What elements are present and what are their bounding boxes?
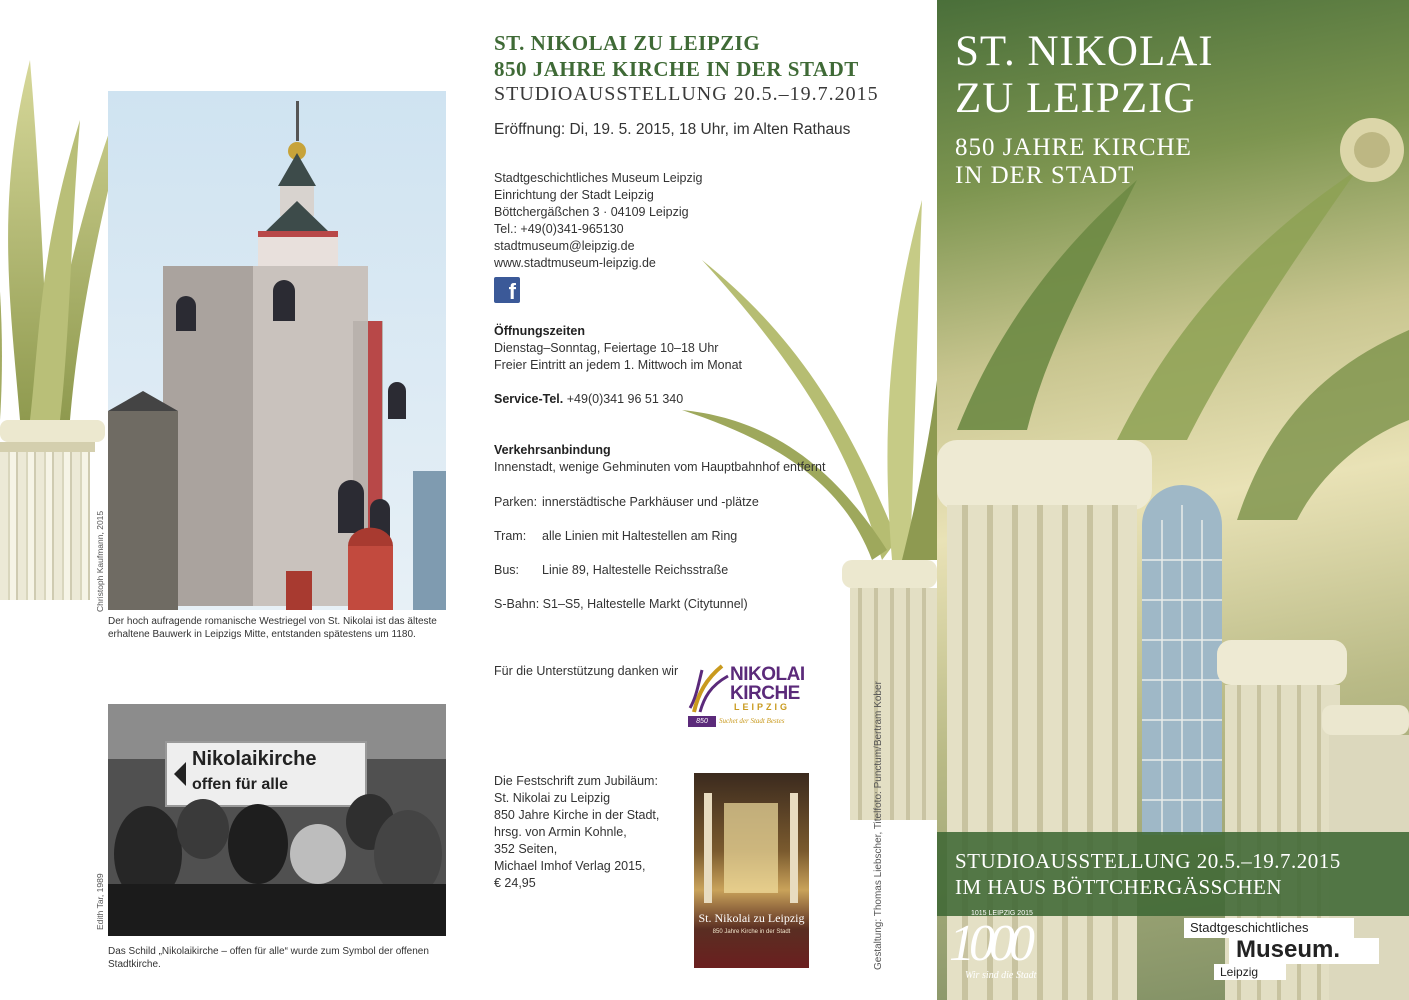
sbahn-value: S1–S5, Haltestelle Markt (Citytunnel) <box>542 597 748 611</box>
festschrift-block <box>494 773 659 892</box>
band-line1: STUDIOAUSSTELLUNG 20.5.–19.7.2015 <box>955 849 1341 873</box>
sponsor-line2: KIRCHE <box>730 683 800 704</box>
address-line: Einrichtung der Stadt Leipzig <box>494 188 654 202</box>
logo1000-number: 1000 <box>949 915 1029 972</box>
sponsor-line3: LEIPZIG <box>734 702 791 712</box>
festschrift-line: 352 Seiten, <box>494 842 558 856</box>
cover-sub-line1: 850 JAHRE KIRCHE <box>955 134 1192 161</box>
sbahn-row <box>494 597 748 611</box>
left-panel <box>0 0 470 1000</box>
museum-logo <box>1184 918 1384 980</box>
opening-text: Eröffnung: Di, 19. 5. 2015, 18 Uhr, im Alten Rathaus <box>494 121 851 138</box>
leipzig-1000-logo <box>943 908 1073 988</box>
museum-line3: Leipzig <box>1220 965 1259 979</box>
tram-value: alle Linien mit Haltestellen am Ring <box>542 529 738 543</box>
photo1-credit: Christoph Kaufmann, 2015 <box>95 510 105 612</box>
festschrift-line: 850 Jahre Kirche in der Stadt, <box>494 808 660 822</box>
cover-sub-line2: IN DER STADT <box>955 162 1135 189</box>
sponsor-motto: Suchet der Stadt Bestes <box>719 717 785 725</box>
bus-row <box>494 563 728 577</box>
logo1000-top: 1015 LEIPZIG 2015 <box>971 910 1033 917</box>
address-line: Tel.: +49(0)341-965130 <box>494 222 624 236</box>
cover-panel <box>937 0 1409 1000</box>
photo1-caption: Der hoch aufragende romanische Westriegel von St. Nikolai ist das älteste erhaltene Bauwerk in Leipzigs Mitte, entstanden spätestens um 1180. <box>108 616 437 640</box>
festschrift-line: Die Festschrift zum Jubiläum: <box>494 774 658 788</box>
website-link[interactable]: www.stadtmuseum-leipzig.de <box>494 256 656 270</box>
traffic-line: Innenstadt, wenige Gehminuten vom Hauptbahnhof entfernt <box>494 460 826 474</box>
museum-line2: Museum. <box>1236 936 1341 963</box>
sbahn-label: S-Bahn: <box>494 597 540 611</box>
book-cover <box>694 773 809 968</box>
book-subtitle: 850 Jahre Kirche in der Stadt <box>712 929 791 935</box>
mid-title-line2: 850 JAHRE KIRCHE IN DER STADT <box>494 57 859 81</box>
mid-subtitle: STUDIOAUSSTELLUNG 20.5.–19.7.2015 <box>494 83 879 105</box>
crowd-photo <box>108 704 446 936</box>
facebook-glyph: f <box>508 279 516 303</box>
mid-title-line1: ST. NIKOLAI ZU LEIPZIG <box>494 31 761 55</box>
photo2-credit: Edith Tar, 1989 <box>95 873 105 930</box>
hours-line: Dienstag–Sonntag, Feiertage 10–18 Uhr <box>494 341 719 355</box>
service-value: +49(0)341 96 51 340 <box>566 392 684 406</box>
tram-row <box>494 529 737 543</box>
design-credit: Gestaltung: Thomas Liebscher, Titelfoto: Punctum/Bertram Kober <box>873 681 884 970</box>
parken-value: innerstädtische Parkhäuser und -plätze <box>542 495 759 509</box>
address-line: Stadtgeschichtliches Museum Leipzig <box>494 171 703 185</box>
museum-line1: Stadtgeschichtliches <box>1190 920 1309 935</box>
sign-text-1: Nikolaikirche <box>192 748 317 770</box>
photo2-caption: Das Schild „Nikolaikirche – offen für alle“ wurde zum Symbol der offenen Stadtkirche. <box>108 946 429 970</box>
parken-label: Parken: <box>494 495 538 509</box>
service-label: Service-Tel. <box>494 392 564 406</box>
sponsor-line1: NIKOLAI <box>730 664 805 685</box>
bus-label: Bus: <box>494 563 520 577</box>
parken-row <box>494 495 759 509</box>
facebook-icon[interactable] <box>494 277 520 303</box>
exhibition-band <box>937 832 1409 916</box>
address-line: Böttchergäßchen 3 · 04109 Leipzig <box>494 205 689 219</box>
thanks-text: Für die Unterstützung danken wir <box>494 664 679 678</box>
nikolaikirche-logo <box>688 664 814 736</box>
hours-line: Freier Eintritt an jedem 1. Mittwoch im Monat <box>494 358 742 372</box>
festschrift-line: Michael Imhof Verlag 2015, <box>494 859 646 873</box>
church-photo <box>108 91 446 610</box>
bus-value: Linie 89, Haltestelle Reichsstraße <box>542 563 729 577</box>
cover-title-line1: ST. NIKOLAI <box>955 28 1214 75</box>
wheat-icon <box>688 664 730 714</box>
traffic-heading: Verkehrsanbindung <box>494 443 611 457</box>
service-phone <box>494 391 683 408</box>
festschrift-line: St. Nikolai zu Leipzig <box>494 791 611 805</box>
band-line2: IM HAUS BÖTTCHERGÄSSCHEN <box>955 875 1283 899</box>
hours-heading: Öffnungszeiten <box>494 324 585 338</box>
middle-panel <box>470 0 937 1000</box>
cover-title-line2: ZU LEIPZIG <box>955 75 1196 122</box>
festschrift-line: € 24,95 <box>494 876 536 890</box>
sponsor-years: 850 Jahre <box>688 716 716 727</box>
book-title: St. Nikolai zu Leipzig <box>698 911 805 925</box>
festschrift-line: hrsg. von Armin Kohnle, <box>494 825 627 839</box>
logo1000-tagline: Wir sind die Stadt <box>965 970 1037 981</box>
email-link[interactable]: stadtmuseum@leipzig.de <box>494 239 635 253</box>
address-block <box>494 170 702 272</box>
tram-label: Tram: <box>494 529 527 543</box>
sign-text-2: offen für alle <box>192 776 289 793</box>
